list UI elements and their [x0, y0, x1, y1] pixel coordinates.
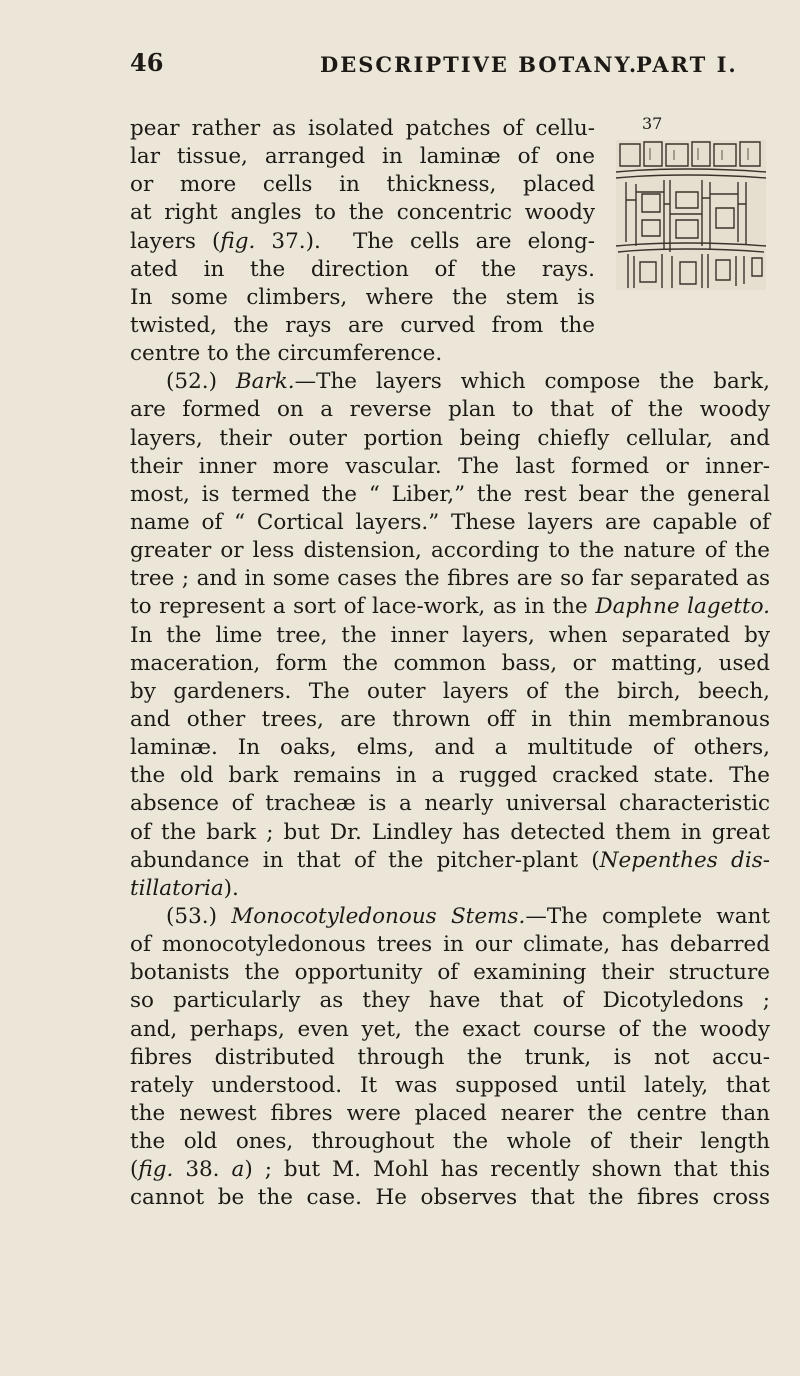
running-header [130, 48, 770, 84]
text-line: centre to the circumference. [130, 341, 443, 367]
text-line: In the lime tree, the inner layers, when separated by [130, 622, 770, 648]
text-line: tree ; and in some cases the fibres are so far separated as [130, 566, 770, 592]
figure-number: 37 [642, 114, 663, 133]
text-line: name of “ Cortical layers.” These layers are capable of [130, 509, 770, 535]
text-line: most, is termed the “ Liber,” the rest bear the general [130, 481, 770, 507]
text-line: layers (fig. 37.). The cells are elong- [130, 228, 595, 254]
body-text [130, 115, 770, 1212]
running-title: DESCRIPTIVE BOTANY. [320, 52, 639, 77]
section-53-heading-line: (53.) Monocotyledonous Stems.—The complete want [166, 903, 771, 929]
text-line: ated in the direction of the rays. [130, 256, 595, 282]
section-52-heading-line: (52.) Bark.—The layers which compose the bark, [166, 369, 770, 395]
text-line: fibres distributed through the trunk, is not accu- [130, 1044, 770, 1070]
text-line: abundance in that of the pitcher-plant (Nepenthes dis- [130, 847, 770, 873]
text-line: are formed on a reverse plan to that of the woody [130, 397, 770, 423]
text-line: (fig. 38. a) ; but M. Mohl has recently shown that this [130, 1157, 770, 1183]
text-line: or more cells in thickness, placed [130, 172, 595, 198]
text-line: absence of tracheæ is a nearly universal characteristic [130, 791, 770, 817]
page-number: 46 [130, 48, 164, 77]
text-line: maceration, form the common bass, or matting, used [130, 650, 770, 676]
text-line: their inner more vascular. The last formed or inner- [130, 453, 770, 479]
text-line: tillatoria). [130, 875, 239, 901]
text-line: cannot be the case. He observes that the fibres cross [130, 1185, 770, 1211]
text-line: to represent a sort of lace-work, as in the Daphne lagetto. [130, 594, 770, 620]
text-line: layers, their outer portion being chiefly cellular, and [130, 425, 770, 451]
part-label: PART I. [636, 52, 738, 77]
text-line: twisted, the rays are curved from the [130, 312, 595, 338]
text-line: and, perhaps, even yet, the exact course of the woody [130, 1016, 770, 1042]
text-line: botanists the opportunity of examining their structure [130, 960, 770, 986]
text-line: rately understood. It was supposed until lately, that [130, 1072, 770, 1098]
text-line: lar tissue, arranged in laminæ of one [130, 144, 595, 170]
text-line: the old bark remains in a rugged cracked state. The [130, 763, 770, 789]
text-line: so particularly as they have that of Dicotyledons ; [130, 988, 770, 1014]
text-line: greater or less distension, according to the nature of the [130, 538, 770, 564]
text-line: the newest fibres were placed nearer the centre than [130, 1100, 770, 1126]
text-line: at right angles to the concentric woody [130, 200, 595, 226]
text-line: laminæ. In oaks, elms, and a multitude of others, [130, 735, 770, 761]
text-line: the old ones, throughout the whole of their length [130, 1129, 770, 1155]
text-line: of the bark ; but Dr. Lindley has detected them in great [130, 819, 770, 845]
text-line: and other trees, are thrown off in thin membranous [130, 706, 770, 732]
text-line: In some climbers, where the stem is [130, 284, 595, 310]
text-line: of monocotyledonous trees in our climate, has debarred [130, 932, 770, 958]
text-line: by gardeners. The outer layers of the birch, beech, [130, 678, 770, 704]
text-line: pear rather as isolated patches of cellu- [130, 116, 595, 141]
